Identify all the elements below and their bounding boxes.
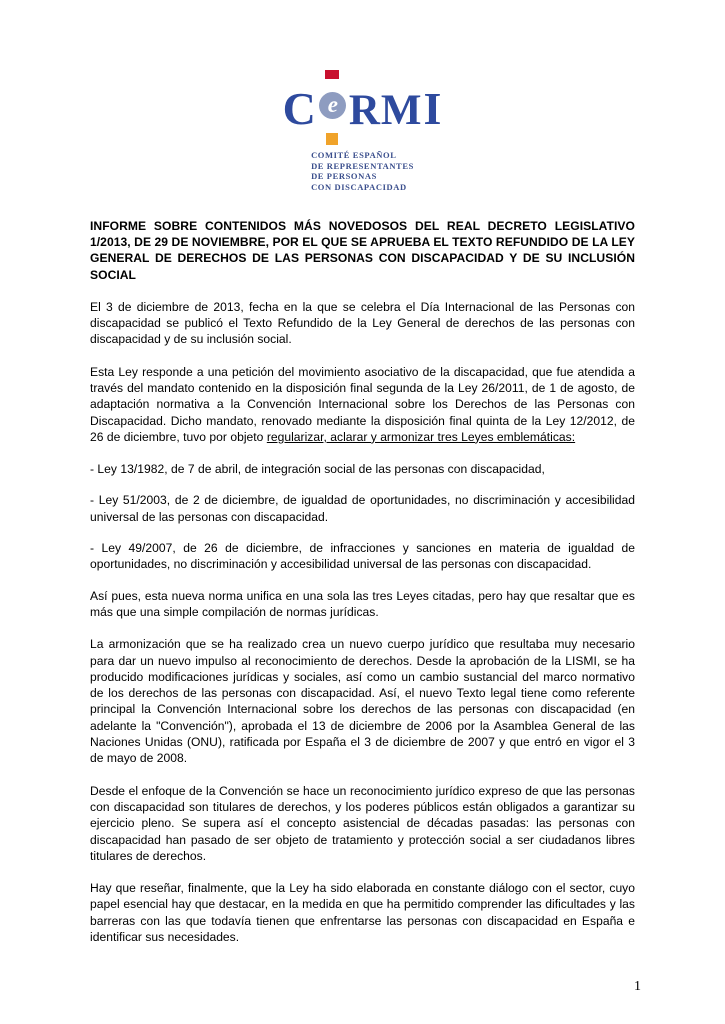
logo-circle-icon (319, 92, 346, 119)
cermi-wordmark (283, 80, 443, 132)
logo-letter-e: e (327, 91, 338, 117)
logo-tagline-line-4: CON DISCAPACIDAD (311, 181, 407, 192)
logo-letter-m: M (380, 87, 423, 134)
logo-tagline-line-1: COMITÉ ESPAÑOL (311, 150, 397, 160)
law-item: - Ley 13/1982, de 7 de abril, de integración social de las personas con discapacidad, (90, 462, 545, 477)
paragraph-intro: El 3 de diciembre de 2013, fecha en la que se celebra el Día Internacional de las Personas con discapacidad se publicó el Texto Refundido de la Ley General de derechos de las personas con discapacidad y de su inclusión social. (90, 299, 635, 347)
paragraph-closing: Hay que reseñar, finalmente, que la Ley ha sido elaborada en constante diálogo con el sector, cuyo papel esencial hay que destacar, en la medida en que ha permitido comprender las dificultades y las barreras con las que todavía tienen que enfrentarse las personas con discapacidad en España e identificar sus necesidades. (90, 881, 635, 945)
law-item: - Ley 51/2003, de 2 de diciembre, de igualdad de oportunidades, no discriminación y accesibilidad universal de las personas con discapacidad. (90, 493, 635, 524)
paragraph-mandate-text: Esta Ley responde a una petición del movimiento asociativo de la discapacidad, que fue atendida a través del mandato contenido en la disposición final segunda de la Ley 26/2011, de 1 de agosto, de adaptación normativa a la Convención Internacional sobre los Derechos de las Personas con Discapacidad. Dicho mandato, renovado mediante la disposición final quinta de la Ley 12/2012, de 26 de diciembre, tuvo por objeto (90, 364, 635, 444)
logo-tagline-line-3: DE PERSONAS (311, 171, 377, 181)
logo-red-square-icon (325, 70, 339, 79)
logo-letter-i: I (423, 83, 443, 134)
paragraph-harmonization: La armonización que se ha realizado crea un nuevo cuerpo jurídico que resultaba muy necesario para dar un nuevo impulso al reconocimiento de derechos. Desde la aprobación de la LISMI, se ha producido modificaciones jurídicas y sociales, así como un cambio sustancial del marco normativo de los derechos de las personas con discapacidad. Así, el nuevo Texto legal tiene como referente principal la Convención Internacional sobre los derechos de las personas con discapacidad (en adelante la "Convención"), aprobada el 13 de diciembre de 2006 por la Asamblea General de las Naciones Unidas (ONU), ratificada por España el 3 de diciembre de 2007 y que entró en vigor el 3 de mayo de 2008. (90, 637, 635, 766)
paragraph-mandate (90, 364, 635, 445)
logo-orange-square-icon (326, 133, 338, 145)
paragraph-mandate-underlined: regularizar, aclarar y armonizar tres Leyes emblemáticas: (266, 429, 576, 444)
logo-e-mark (318, 80, 348, 132)
page-number: 1 (634, 979, 641, 994)
logo-tagline (311, 150, 414, 192)
logo-letter-c: C (282, 83, 317, 134)
paragraph-convention-approach: Desde el enfoque de la Convención se hace un reconocimiento jurídico expreso de que las personas con discapacidad son titulares de derechos, y los poderes públicos están obligados a garantizar su ejercicio pleno. Se supera así el concepto asistencial de décadas pasadas: las personas con discapacidad han pasado de ser objeto de tratamiento y protección social a ser ciudadanos libres titulares de derechos. (90, 783, 635, 863)
logo-letter-r: R (348, 87, 381, 134)
logo-tagline-line-2: DE REPRESENTANTES (311, 160, 414, 171)
paragraph-unification: Así pues, esta nueva norma unifica en una sola las tres Leyes citadas, pero hay que resaltar que es más que una simple compilación de normas jurídicas. (90, 588, 635, 619)
cermi-logo (90, 0, 635, 192)
page-title: INFORME SOBRE CONTENIDOS MÁS NOVEDOSOS DEL REAL DECRETO LEGISLATIVO 1/2013, DE 29 DE NOVIEMBRE, POR EL QUE SE APRUEBA EL TEXTO REFUNDIDO DE LA LEY GENERAL DE DERECHOS DE LAS PERSONAS CON DISCAPACIDAD Y DE SU INCLUSIÓN SOCIAL (90, 219, 635, 282)
law-item: - Ley 49/2007, de 26 de diciembre, de infracciones y sanciones en materia de igualdad de oportunidades, no discriminación y accesibilidad universal de las personas con discapacidad. (90, 541, 635, 572)
